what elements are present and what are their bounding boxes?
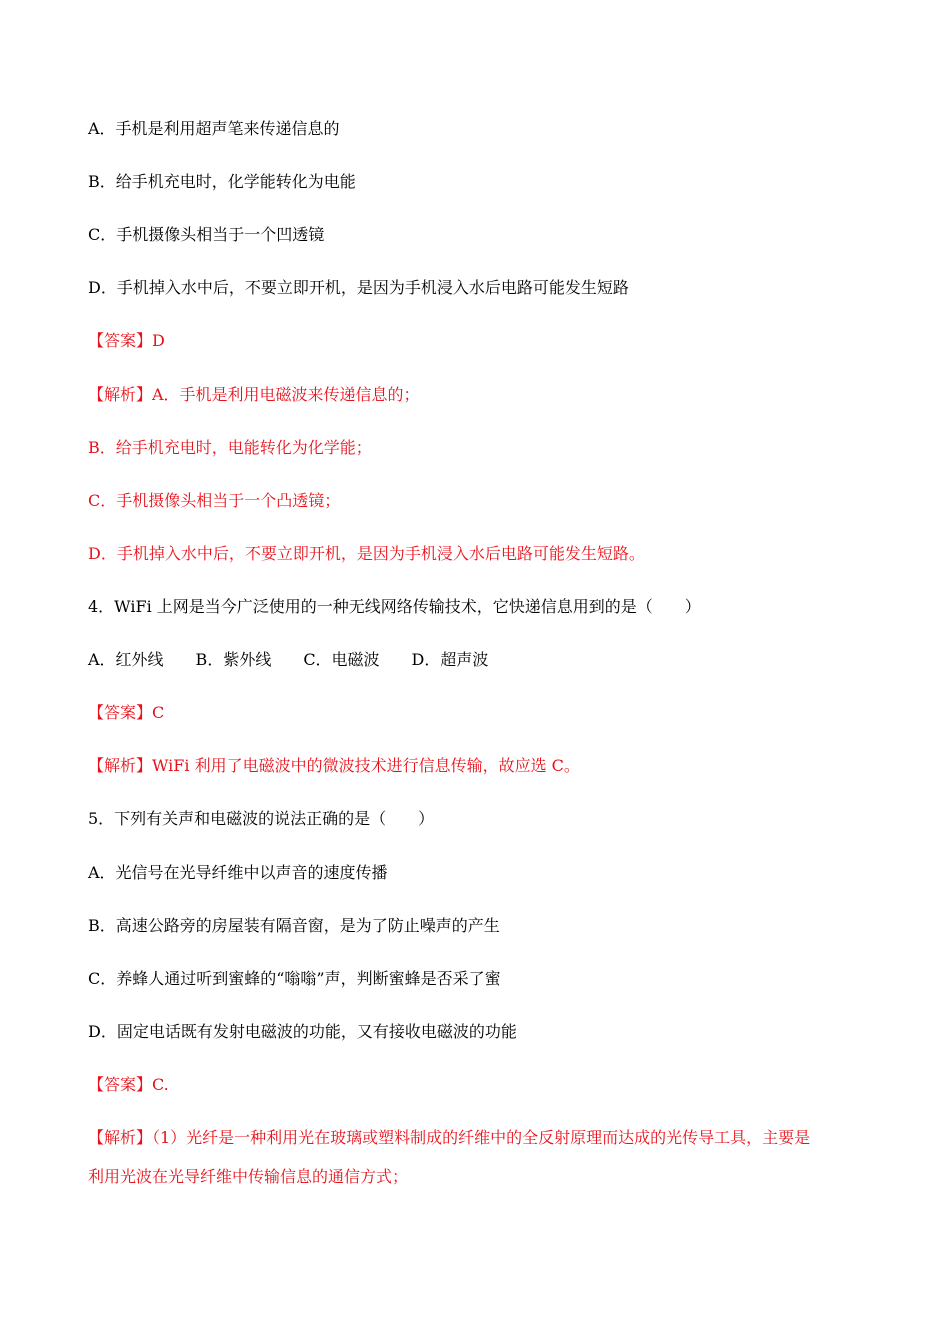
q3-option-a: A．手机是利用超声笔来传递信息的 [88, 119, 340, 138]
q3-option-c: C．手机摄像头相当于一个凹透镜 [88, 225, 325, 244]
q5-option-b: B．高速公路旁的房屋装有隔音窗，是为了防止噪声的产生 [88, 916, 500, 935]
q3-analysis-d: D．手机掉入水中后，不要立即开机，是因为手机浸入水后电路可能发生短路。 [88, 544, 645, 563]
q3-answer: 【答案】D [88, 331, 165, 350]
q5-stem: 5．下列有关声和电磁波的说法正确的是（ ） [88, 809, 435, 828]
q4-answer: 【答案】C [88, 703, 165, 722]
q5-option-d: D．固定电话既有发射电磁波的功能，又有接收电磁波的功能 [88, 1022, 517, 1041]
q3-analysis-b: B．给手机充电时，电能转化为化学能； [88, 438, 372, 457]
q5-option-a: A．光信号在光导纤维中以声音的速度传播 [88, 863, 388, 882]
q5-analysis-line-2: 利用光波在光导纤维中传输信息的通信方式； [88, 1167, 409, 1186]
q3-option-b: B．给手机充电时，化学能转化为电能 [88, 172, 356, 191]
q4-analysis: 【解析】WiFi 利用了电磁波中的微波技术进行信息传输，故应选 C。 [88, 756, 580, 775]
q3-analysis-c: C．手机摄像头相当于一个凸透镜； [88, 491, 341, 510]
q5-answer: 【答案】C. [88, 1075, 169, 1094]
q5-option-c: C．养蜂人通过听到蜜蜂的“嗡嗡”声，判断蜜蜂是否采了蜜 [88, 969, 501, 988]
q3-option-d: D．手机掉入水中后，不要立即开机，是因为手机浸入水后电路可能发生短路 [88, 278, 629, 297]
q5-analysis-line-1: 【解析】（1）光纤是一种利用光在玻璃或塑料制成的纤维中的全反射原理而达成的光传导工具，主要是 [88, 1128, 811, 1147]
q4-stem: 4．WiFi 上网是当今广泛使用的一种无线网络传输技术，它快递信息用到的是（ ） [88, 597, 701, 616]
q3-analysis-a: 【解析】A．手机是利用电磁波来传递信息的； [88, 385, 420, 404]
q4-options: A．红外线 B．紫外线 C．电磁波 D．超声波 [88, 650, 489, 669]
